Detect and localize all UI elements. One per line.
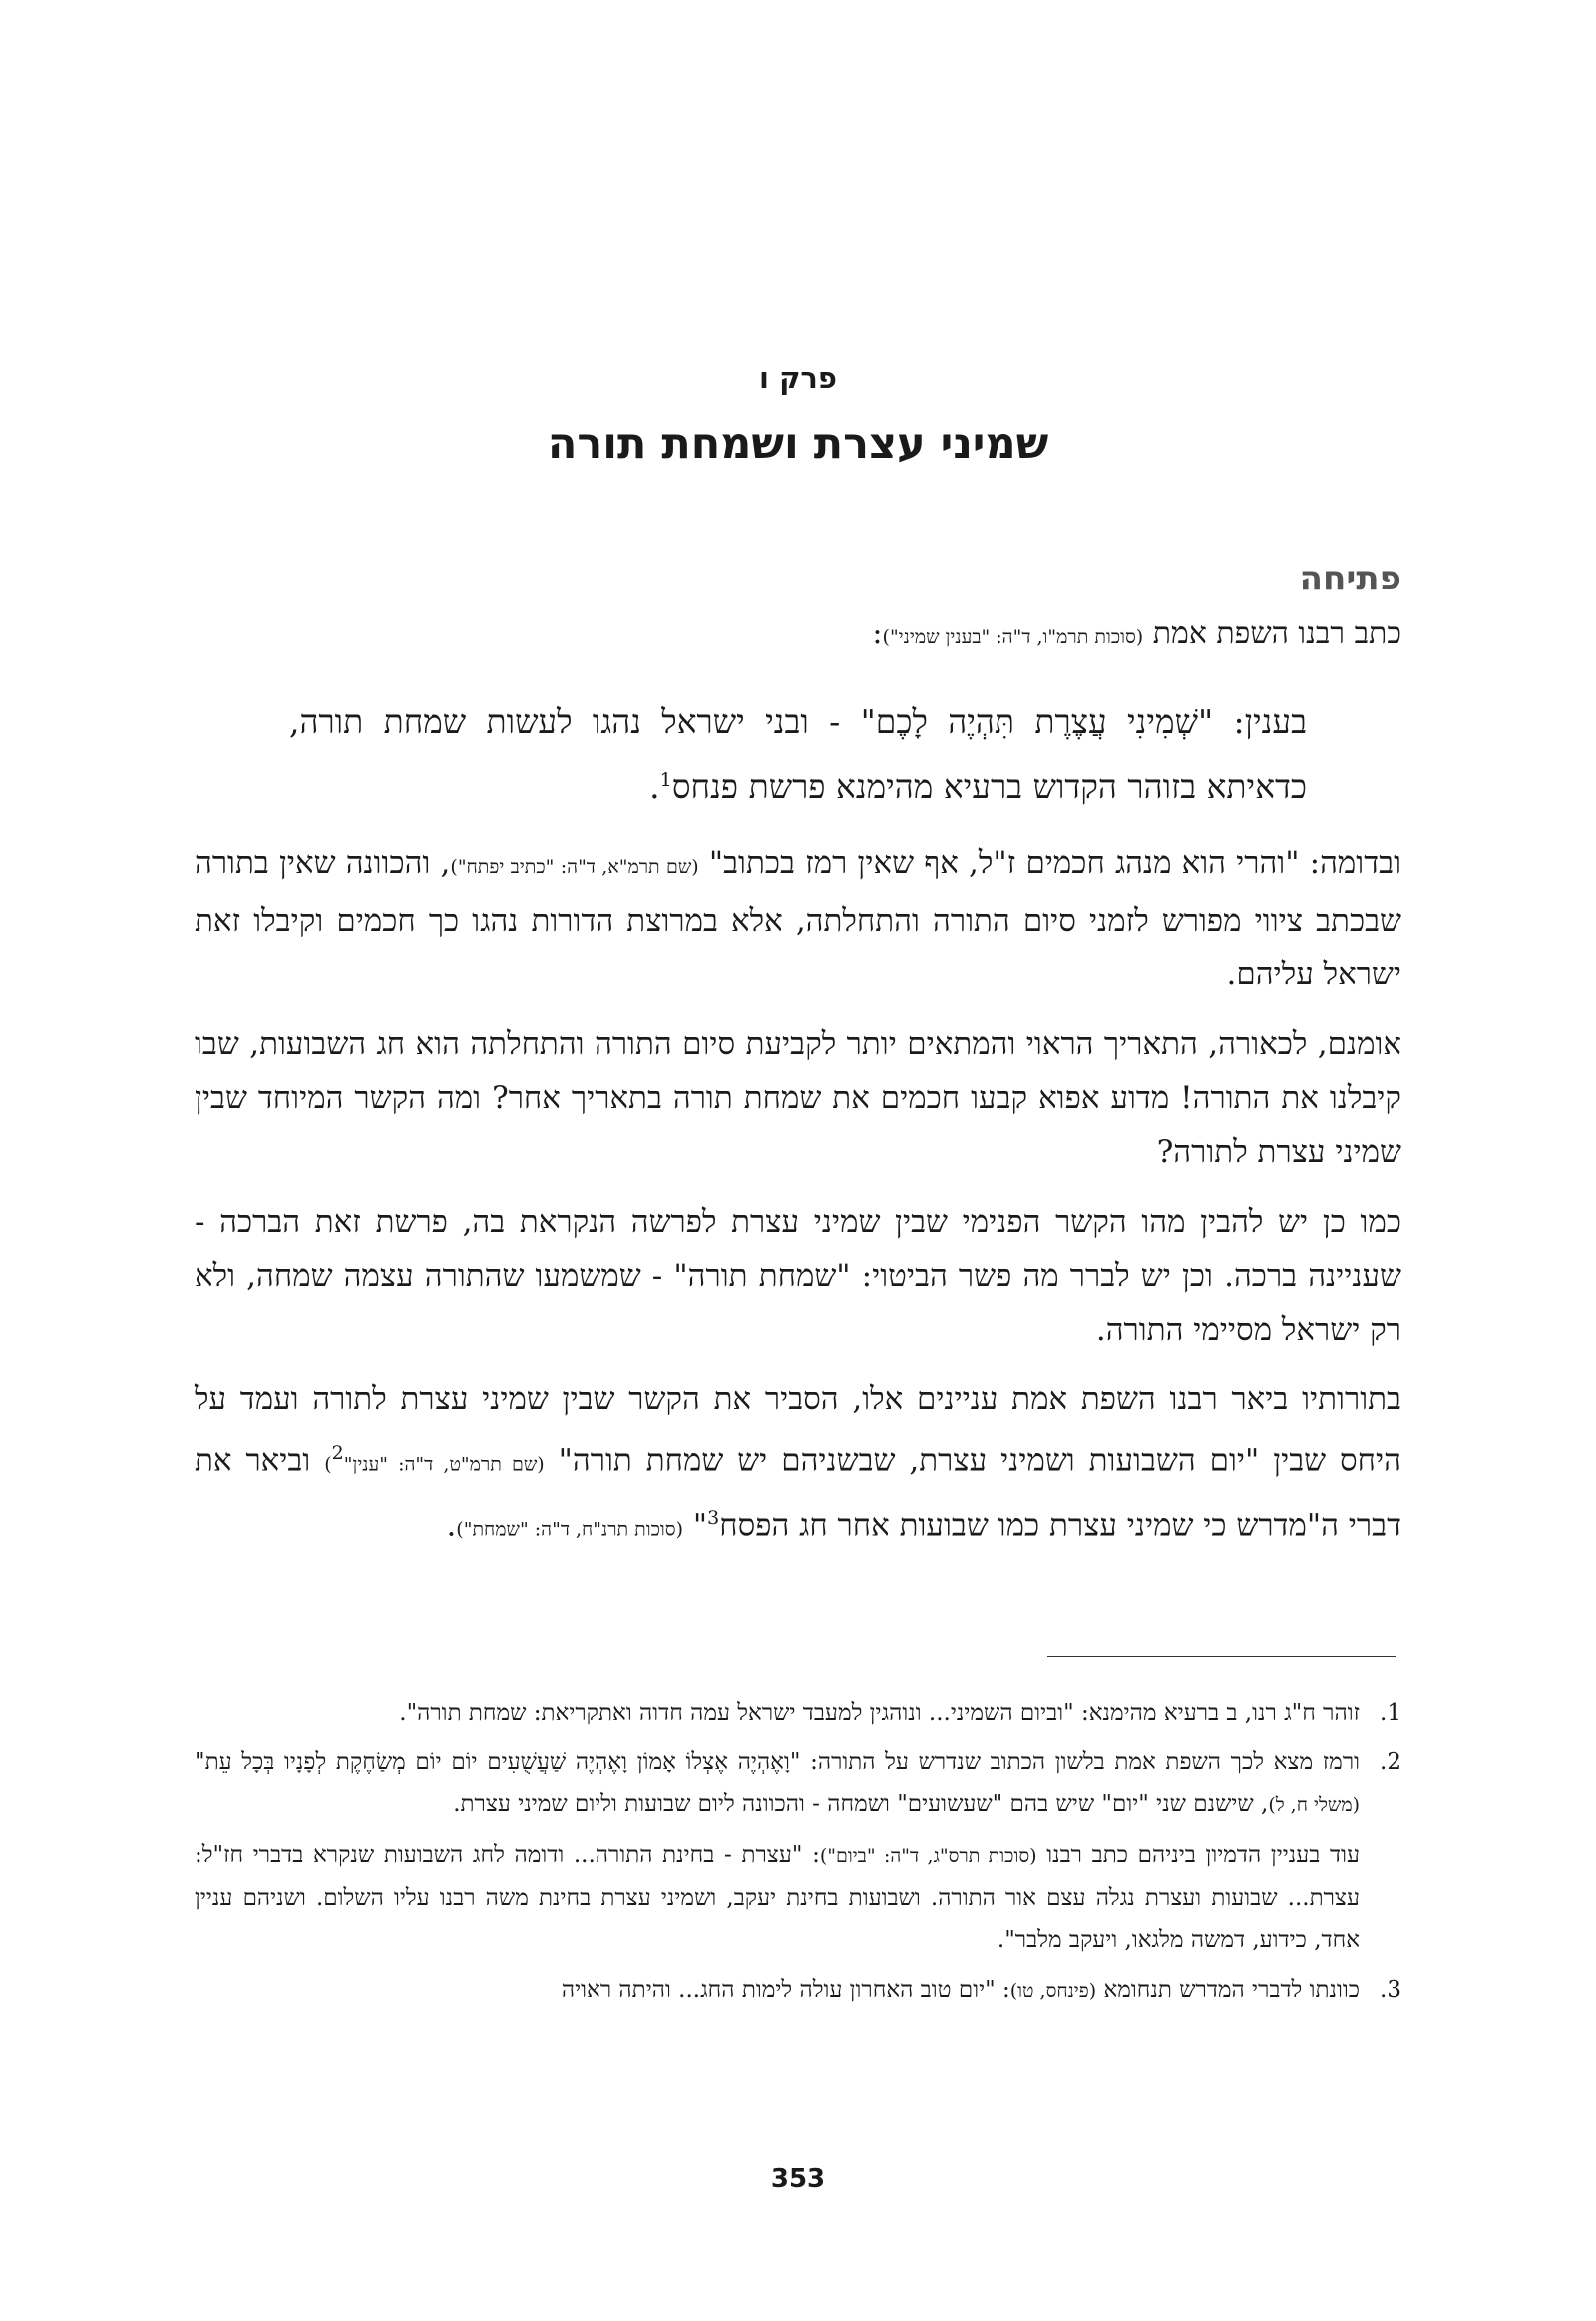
paragraph-4-quote-close: "	[683, 1507, 708, 1544]
footnotes	[195, 1692, 1401, 2020]
paragraph-4-source-2: (סוכות תרנ"ח, ד"ה: "שמחת")	[456, 1518, 683, 1541]
quote-end: .	[649, 767, 660, 806]
paragraph-4-source-1: (שם תרמ"ט, ד"ה: "ענין"	[343, 1453, 545, 1476]
paragraph-3: כמו כן יש להבין מהו הקשר הפנימי שבין שמיני עצרת לפרשה הנקראת בה, פרשת זאת הברכה - שעניינה ברכה. וכן יש לברר מה פשר הביטוי: "שמחת תורה" - שמשמעו שהתורה עצמה שמחה, ולא רק ישראל מסיימי התורה.	[195, 1204, 1401, 1348]
paragraph-1-source: (שם תרמ"א, ד"ה: "כתיב יפתח")	[450, 856, 699, 878]
footnote-ref-2[interactable]: 2	[331, 1442, 344, 1464]
section-heading: פתיחה	[1299, 559, 1401, 598]
footnote-2-text-b: , שישנם שני "יום" שיש בהם "שעשועים" ושמחה - והכוונה ליום שבועות וליום שמיני עצרת.	[453, 1791, 1269, 1817]
footnote-2-cont-b: : "עצרת - בחינת התורה... ודומה לחג השבועות שנקרא בדברי חז"ל: עצרת... שבועות ועצרת נגלה עצם אור התורה. ושבועות בחינת יעקב, ושמיני עצרת בחינת משה רבנו עליו השלום. ושניהם עניין אחד, כידוע, דמשה מלגאו, ויעקב מלבר".	[195, 1842, 1360, 1953]
footnote-1-text: זוהר ח"ג רנו, ב ברעיא מהימנא: "וביום השמיני... ונוהגין למעבד ישראל עמה חדוה ואתקריאת: שמחת תורה".	[399, 1700, 1360, 1726]
footnote-2-continuation	[195, 1834, 1360, 1961]
footnote-2-source: (משלי ח, ל)	[1268, 1794, 1360, 1816]
quote-text: בענין: "שְׁמִינִי עֲצֶרֶת תִּהְיֶה לָכֶם" - ובני ישראל נהגו לעשות שמחת תורה, כדאיתא בזוהר הקדוש ברעיא מהימנא פרשת פנחס	[289, 702, 1307, 806]
footnote-2-text-a: ורמז מצא לכך השפת אמת בלשון הכתוב שנדרש על התורה: "וָאֶהְיֶה אֶצְלוֹ אָמוֹן וָאֶהְיֶה שַׁעֲשֻׁעִים יוֹם יוֹם מְשַׂחֶקֶת לְפָנָיו בְּכָל עֵת"	[195, 1749, 1360, 1775]
footnote-2-number: 2.	[1380, 1749, 1401, 1775]
footnote-1-number: 1.	[1380, 1700, 1401, 1726]
footnote-3-text-b: : "יום טוב האחרון עולה לימות החג... והיתה ראויה	[561, 1977, 1010, 2003]
footnote-ref-1[interactable]: 1	[659, 769, 672, 791]
page-number: 353	[770, 2164, 826, 2194]
footnote-1	[195, 1692, 1401, 1734]
paragraph-1-text: ובדומה: "והרי הוא מנהג חכמים ז"ל, אף שאין רמז בכתוב"	[708, 845, 1402, 881]
intro-line	[872, 616, 1401, 651]
footnote-3-text-a: כוונתו לדברי המדרש תנחומא	[1103, 1977, 1360, 2003]
chapter-label: פרק ו	[759, 361, 837, 395]
footnote-ref-3[interactable]: 3	[707, 1507, 720, 1530]
paragraph-4-text-cont: וביאר את דברי ה"מדרש כי שמיני עצרת כמו שבועות אחר חג הפסח	[195, 1442, 1401, 1544]
footnote-3-number: 3.	[1380, 1977, 1401, 2003]
paragraph-2: אומנם, לכאורה, התאריך הראוי והמתאים יותר לקביעת סיום התורה והתחלתה הוא חג השבועות, שבו קיבלנו את התורה! מדוע אפוא קבעו חכמים את שמחת תורה בתאריך אחר? ומה הקשר המיוחד שבין שמיני עצרת לתורה?	[195, 1026, 1401, 1170]
intro-source: (סוכות תרמ"ו, ד"ה: "בענין שמיני")	[882, 626, 1144, 648]
paragraph-4-end: .	[446, 1507, 457, 1544]
chapter-title: שמיני עצרת ושמחת תורה	[547, 419, 1049, 469]
footnote-2-text	[195, 1741, 1360, 1826]
paragraph-4	[195, 1372, 1401, 1557]
paragraph-1-text-cont: , והכוונה שאין בתורה שבכתב ציווי מפורש לזמני סיום התורה והתחלתה, אלא במרוצת הדורות נהגו כך חכמים וקיבלו זאת ישראל עליהם.	[195, 845, 1401, 992]
footnote-2	[195, 1741, 1401, 1826]
body-text	[195, 836, 1401, 1573]
footnote-3-text	[195, 1969, 1360, 2012]
footnote-3-source: (פינחס, טו)	[1009, 1980, 1097, 2002]
paragraph-4-text: בתורותיו ביאר רבנו השפת אמת עניינים אלו, הסביר את הקשר שבין שמיני עצרת לתורה ועמד על היחס שבין "יום השבועות ושמיני עצרת, שבשניהם יש שמחת תורה"	[195, 1381, 1401, 1479]
block-quote	[289, 693, 1307, 816]
footnote-divider	[1047, 1656, 1396, 1657]
intro-text: כתב רבנו השפת אמת	[1152, 616, 1401, 651]
intro-end: :	[872, 616, 883, 651]
footnote-3	[195, 1969, 1401, 2012]
footnote-2-cont-source: (סוכות תרס"ג, ד"ה: "ביום")	[819, 1845, 1037, 1867]
paragraph-4-source-1-close: )	[324, 1453, 332, 1476]
paragraph-1	[195, 836, 1401, 1001]
footnote-2-cont-a: עוד בעניין הדמיון ביניהם כתב רבנו	[1046, 1842, 1360, 1868]
